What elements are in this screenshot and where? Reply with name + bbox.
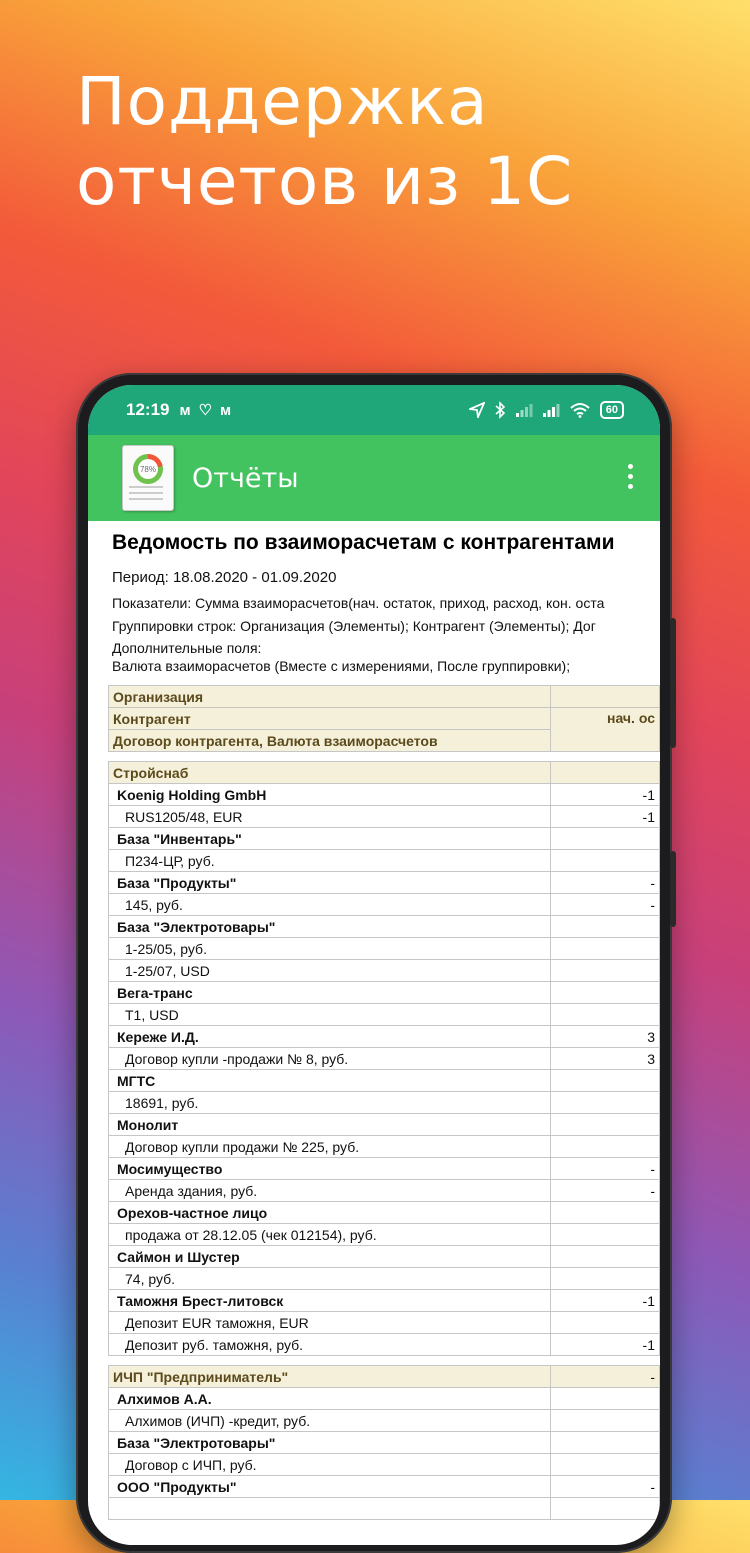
table-row[interactable]: [109, 916, 660, 938]
report-extra-label: Дополнительные поля:: [112, 640, 262, 656]
table-row[interactable]: [109, 1070, 660, 1092]
row-value-cell: -: [551, 894, 660, 916]
row-name-cell: Договор купли -продажи № 8, руб.: [109, 1048, 551, 1070]
table-row[interactable]: [109, 1202, 660, 1224]
row-value-cell: [551, 1410, 660, 1432]
location-icon: [469, 402, 485, 418]
header-cell: Организация: [109, 686, 551, 708]
table-row[interactable]: [109, 1026, 660, 1048]
table-group-row[interactable]: [109, 1366, 660, 1388]
phone-screen: [88, 385, 660, 1545]
row-value-cell: [551, 1312, 660, 1334]
table-row[interactable]: [109, 982, 660, 1004]
row-name-cell: RUS1205/48, EUR: [109, 806, 551, 828]
row-value-cell: [551, 1454, 660, 1476]
row-name-cell: 18691, руб.: [109, 1092, 551, 1114]
status-bar: [88, 385, 660, 435]
row-name-cell: ИЧП "Предприниматель": [109, 1366, 551, 1388]
row-value-cell: -: [551, 1476, 660, 1498]
promo-headline: [76, 62, 573, 222]
row-value-cell: [551, 1114, 660, 1136]
table-row[interactable]: [109, 1410, 660, 1432]
header-cell: [551, 686, 660, 708]
row-name-cell: Вега-транс: [109, 982, 551, 1004]
row-value-cell: [551, 1498, 660, 1520]
signal-icon: [515, 403, 533, 417]
row-name-cell: Саймон и Шустер: [109, 1246, 551, 1268]
volume-button: [670, 618, 676, 748]
row-value-cell: [551, 752, 660, 762]
table-row[interactable]: [109, 1432, 660, 1454]
status-time: 12:19: [126, 400, 170, 419]
row-name-cell: База "Электротовары": [109, 1432, 551, 1454]
report-view[interactable]: [88, 521, 660, 1545]
table-row[interactable]: [109, 1290, 660, 1312]
row-name-cell: Алхимов А.А.: [109, 1388, 551, 1410]
row-name-cell: 74, руб.: [109, 1268, 551, 1290]
report-indicators: Показатели: Сумма взаиморасчетов(нач. остаток, приход, расход, кон. оста: [112, 595, 605, 611]
row-value-cell: [551, 1268, 660, 1290]
table-row[interactable]: [109, 960, 660, 982]
row-name-cell: продажа от 28.12.05 (чек 012154), руб.: [109, 1224, 551, 1246]
table-row[interactable]: [109, 1268, 660, 1290]
report-groupings: Группировки строк: Организация (Элементы); Контрагент (Элементы); Дог: [112, 618, 596, 634]
table-row[interactable]: [109, 1246, 660, 1268]
power-button: [670, 851, 676, 927]
row-value-cell: [551, 1070, 660, 1092]
row-name-cell: Т1, USD: [109, 1004, 551, 1026]
table-row[interactable]: [109, 1388, 660, 1410]
row-name-cell: База "Электротовары": [109, 916, 551, 938]
row-value-cell: -: [551, 1158, 660, 1180]
heart-pulse-icon: ♡: [198, 402, 213, 419]
row-value-cell: [551, 938, 660, 960]
row-name-cell: Аренда здания, руб.: [109, 1180, 551, 1202]
row-name-cell: [109, 1356, 551, 1366]
row-value-cell: [551, 828, 660, 850]
row-value-cell: [551, 1246, 660, 1268]
row-value-cell: -1: [551, 784, 660, 806]
row-name-cell: Депозит EUR таможня, EUR: [109, 1312, 551, 1334]
table-row[interactable]: [109, 1334, 660, 1356]
row-value-cell: -: [551, 1366, 660, 1388]
row-name-cell: Таможня Брест-литовск: [109, 1290, 551, 1312]
report-extra-value: Валюта взаиморасчетов (Вместе с измерениями, После группировки);: [112, 658, 571, 674]
table-row[interactable]: [109, 1004, 660, 1026]
row-value-cell: -1: [551, 806, 660, 828]
row-value-cell: [551, 762, 660, 784]
header-cell: Контрагент: [109, 708, 551, 730]
overflow-menu-icon[interactable]: [628, 464, 634, 489]
row-value-cell: [551, 850, 660, 872]
row-value-cell: [551, 1388, 660, 1410]
promo-headline-line1: Поддержка: [76, 63, 489, 140]
row-name-cell: 1-25/05, руб.: [109, 938, 551, 960]
row-value-cell: [551, 916, 660, 938]
table-row[interactable]: [109, 806, 660, 828]
m-icon: ᴍ: [220, 401, 232, 419]
row-name-cell: Договор купли продажи № 225, руб.: [109, 1136, 551, 1158]
app-bar: [88, 435, 660, 521]
row-value-cell: [551, 1092, 660, 1114]
row-name-cell: Монолит: [109, 1114, 551, 1136]
table-row[interactable]: [109, 850, 660, 872]
table-group-row[interactable]: [109, 762, 660, 784]
table-row[interactable]: [109, 784, 660, 806]
signal-icon: [542, 403, 560, 417]
row-value-cell: [551, 1224, 660, 1246]
row-name-cell: Депозит руб. таможня, руб.: [109, 1334, 551, 1356]
pie-chart-icon: [133, 454, 163, 484]
table-spacer: [109, 1356, 660, 1366]
report-title: Ведомость по взаиморасчетам с контрагентами: [112, 531, 615, 554]
row-name-cell: МГТС: [109, 1070, 551, 1092]
wifi-icon: [569, 402, 591, 418]
app-title: Отчёты: [192, 462, 299, 494]
header-cell: Договор контрагента, Валюта взаиморасчетов: [109, 730, 551, 752]
row-name-cell: Алхимов (ИЧП) -кредит, руб.: [109, 1410, 551, 1432]
row-name-cell: 1-25/07, USD: [109, 960, 551, 982]
row-name-cell: [109, 752, 551, 762]
report-period: Период: 18.08.2020 - 01.09.2020: [112, 569, 337, 586]
table-spacer: [109, 752, 660, 762]
table-row[interactable]: [109, 1312, 660, 1334]
table-row[interactable]: [109, 1224, 660, 1246]
promo-headline-line2: отчетов из 1С: [76, 143, 574, 220]
table-row[interactable]: [109, 1114, 660, 1136]
row-value-cell: 3: [551, 1026, 660, 1048]
row-value-cell: [551, 960, 660, 982]
table-row[interactable]: [109, 1092, 660, 1114]
row-value-cell: [551, 1004, 660, 1026]
row-name-cell: 145, руб.: [109, 894, 551, 916]
table-row[interactable]: [109, 1498, 660, 1520]
row-value-cell: -1: [551, 1290, 660, 1312]
row-name-cell: П234-ЦР, руб.: [109, 850, 551, 872]
pie-chart-label: 78%: [138, 459, 158, 479]
table-row[interactable]: [109, 894, 660, 916]
row-name-cell: База "Продукты": [109, 872, 551, 894]
bluetooth-icon: [494, 401, 506, 419]
phone-frame: [76, 373, 672, 1553]
status-icons: [469, 401, 624, 419]
row-value-cell: [551, 1432, 660, 1454]
row-value-cell: -1: [551, 1334, 660, 1356]
row-name-cell: Кереже И.Д.: [109, 1026, 551, 1048]
table-row[interactable]: [109, 1158, 660, 1180]
row-value-cell: [551, 1136, 660, 1158]
table-row[interactable]: [109, 1180, 660, 1202]
table-row[interactable]: [109, 1048, 660, 1070]
row-name-cell: База "Инвентарь": [109, 828, 551, 850]
report-app-icon: [122, 445, 174, 511]
row-value-cell: -: [551, 872, 660, 894]
table-header-row: [109, 708, 660, 730]
report-table: [108, 685, 660, 1520]
row-value-cell: [551, 982, 660, 1004]
table-row[interactable]: [109, 1136, 660, 1158]
battery-indicator: 60: [600, 401, 624, 419]
table-row[interactable]: [109, 1454, 660, 1476]
table-row[interactable]: [109, 1476, 660, 1498]
row-name-cell: Мосимущество: [109, 1158, 551, 1180]
row-value-cell: -: [551, 1180, 660, 1202]
row-name-cell: [109, 1498, 551, 1520]
row-value-cell: [551, 1356, 660, 1366]
row-name-cell: Орехов-частное лицо: [109, 1202, 551, 1224]
row-value-cell: [551, 1202, 660, 1224]
row-name-cell: ООО "Продукты": [109, 1476, 551, 1498]
table-row[interactable]: [109, 828, 660, 850]
row-name-cell: Koenig Holding GmbH: [109, 784, 551, 806]
row-name-cell: Стройснаб: [109, 762, 551, 784]
row-value-cell: 3: [551, 1048, 660, 1070]
table-row[interactable]: [109, 872, 660, 894]
table-row[interactable]: [109, 938, 660, 960]
m-icon: ᴍ: [179, 401, 191, 419]
table-header-row: [109, 686, 660, 708]
header-cell: нач. ос: [551, 708, 660, 752]
row-name-cell: Договор с ИЧП, руб.: [109, 1454, 551, 1476]
